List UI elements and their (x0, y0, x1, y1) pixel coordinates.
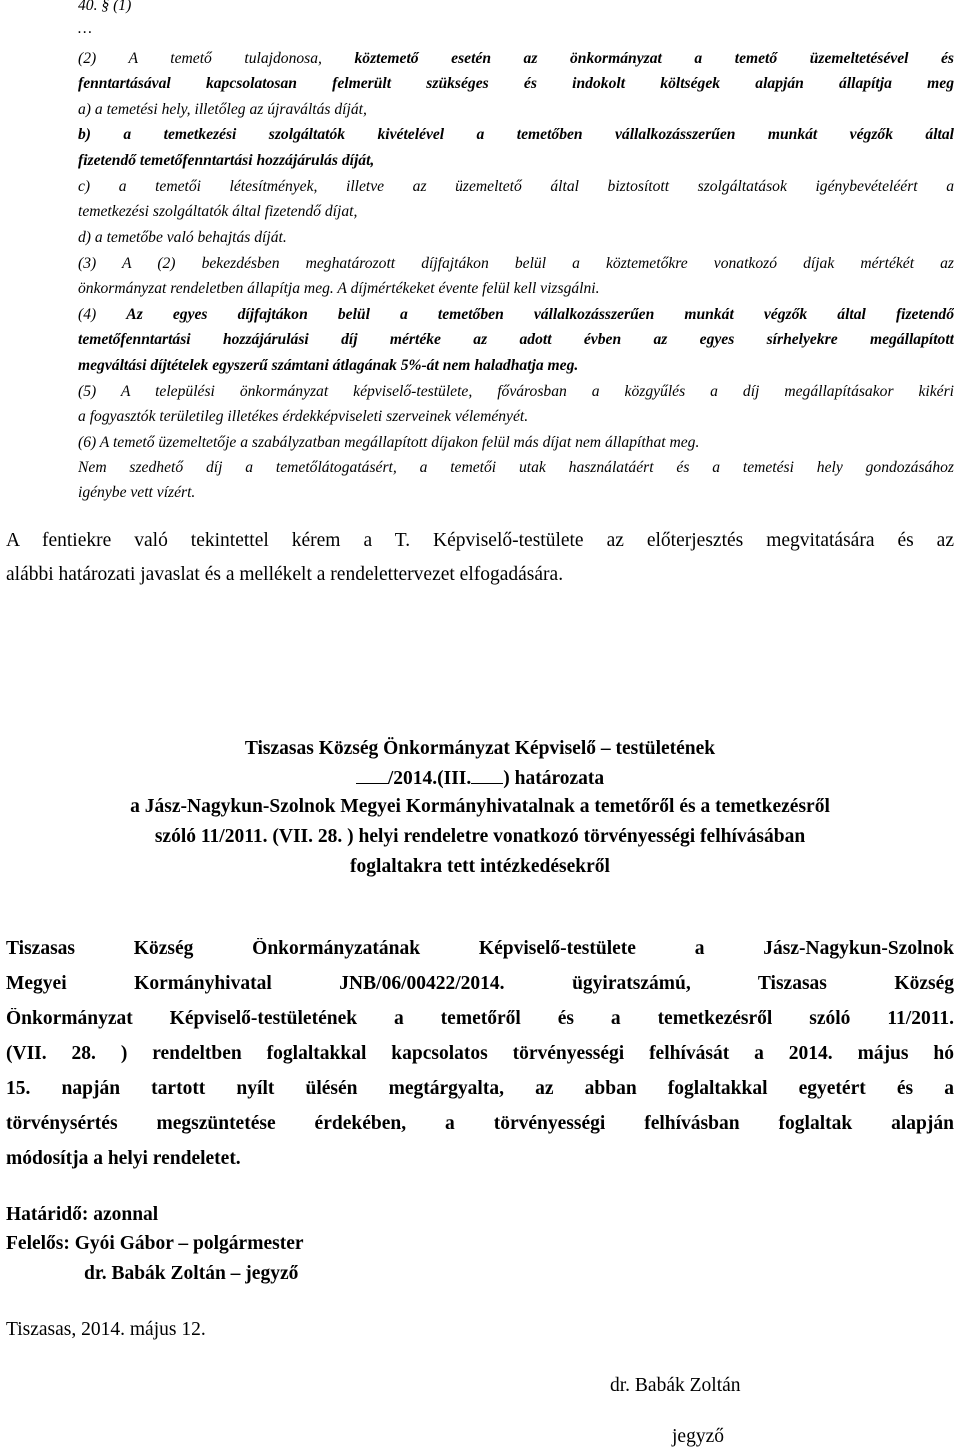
request-line-1: A fentiekre való tekintettel kérem a T. Képviselő-testülete az előterjesztés megvitatására és az (6, 530, 954, 551)
resolution-body-line-3: Önkormányzat Képviselő-testületének a temetőről és a temetkezésről szóló 11/2011. (6, 1008, 954, 1029)
law-point-d: d) a temetőbe való behajtás díját. (78, 229, 287, 246)
resolution-body-line-2: Megyei Kormányhivatal JNB/06/00422/2014. ügyiratszámú, Tiszasas Község (6, 973, 954, 994)
number-blank (471, 765, 503, 784)
law-paragraph-6-line-2: Nem szedhető díj a temetőlátogatásért, a temetői utak használatáért és a temetési hely gondozásához (78, 459, 954, 476)
signature-title: jegyző (672, 1426, 724, 1447)
resolution-title-line-1: Tiszasas Község Önkormányzat Képviselő – testületének (244, 738, 716, 759)
signature-name: dr. Babák Zoltán (610, 1375, 741, 1396)
law-paragraph-3-line-2: önkormányzat rendeletben állapítja meg. A díjmértékeket évente felül kell vizsgálni. (78, 280, 600, 297)
law-paragraph-5-line-1: (5) A települési önkormányzat képviselő-testülete, fővárosban a közgyűlés a díj megállapításakor kikéri (78, 383, 954, 400)
deadline: Határidő: azonnal (6, 1204, 159, 1225)
resolution-body-line-7: módosítja a helyi rendeletet. (6, 1148, 241, 1169)
resolution-title-line-5: foglaltakra tett intézkedésekről (350, 856, 610, 877)
section-heading: 40. § (1) (78, 0, 132, 14)
resolution-title-line-3: a Jász-Nagykun-Szolnok Megyei Kormányhivatalnak a temetőről és a temetkezésről (130, 796, 830, 817)
law-paragraph-6-line-1: (6) A temető üzemeltetője a szabályzatban megállapított díjakon felül más díjat nem állapíthat meg. (78, 434, 700, 451)
law-paragraph-4-line-1: (4) Az egyes díjfajtákon belül a temetőben vállalkozásszerűen munkát végzők által fizetendő (78, 306, 954, 323)
law-paragraph-2-line-1: (2) A temető tulajdonosa, köztemető esetén az önkormányzat a temető üzemeltetésével és (78, 50, 954, 67)
resolution-body-line-6: törvénysértés megszüntetése érdekében, a törvényességi felhívásban foglaltak alapján (6, 1113, 954, 1134)
law-paragraph-4-line-3: megváltási díjtételek egyszerű számtani átlagának 5%-át nem haladhatja meg. (78, 357, 579, 374)
law-paragraph-6-line-3: igénybe vett vízért. (78, 484, 196, 501)
request-line-2: alábbi határozati javaslat és a mellékelt a rendelettervezet elfogadására. (6, 564, 564, 585)
resolution-title-line-2: /2014.(III. ) határozata (0, 765, 960, 790)
law-paragraph-3-line-1: (3) A (2) bekezdésben meghatározott díjfajtákon belül a köztemetőkre vonatkozó díjak mértékét az (78, 255, 954, 272)
responsible-notary: dr. Babák Zoltán – jegyző (84, 1263, 299, 1284)
law-point-b-line-1: b) a temetkezési szolgáltatók kivételével a temetőben vállalkozásszerűen munkát végzők által (78, 126, 954, 143)
number-blank (356, 765, 388, 784)
law-point-c-line-1: c) a temetői létesítmények, illetve az üzemeltető által biztosított szolgáltatások igénybevételéért a (78, 178, 954, 195)
law-paragraph-5-line-2: a fogyasztók területileg illetékes érdekképviseleti szerveinek véleményét. (78, 408, 529, 425)
law-paragraph-4-line-2: temetőfenntartási hozzájárulási díj mértéke az adott évben az egyes sírhelyekre megállapított (78, 331, 954, 348)
resolution-body-line-4: (VII. 28. ) rendeltben foglaltakkal kapcsolatos törvényességi felhívását a 2014. május hó (6, 1043, 954, 1064)
resolution-title-line-4: szóló 11/2011. (VII. 28. ) helyi rendeletre vonatkozó törvényességi felhívásában (154, 826, 806, 847)
law-point-b-line-2: fizetendő temetőfenntartási hozzájárulás díját, (78, 152, 375, 169)
law-point-a: a) a temetési hely, illetőleg az újraváltás díját, (78, 101, 367, 118)
ellipsis: … (78, 20, 92, 37)
responsible: Felelős: Gyói Gábor – polgármester (6, 1233, 304, 1254)
law-point-c-line-2: temetkezési szolgáltatók által fizetendő díjat, (78, 203, 358, 220)
resolution-body-line-5: 15. napján tartott nyílt ülésén megtárgyalta, az abban foglaltakkal egyetért és a (6, 1078, 954, 1099)
place-date: Tiszasas, 2014. május 12. (6, 1319, 206, 1340)
resolution-body-line-1: Tiszasas Község Önkormányzatának Képviselő-testülete a Jász-Nagykun-Szolnok (6, 938, 954, 959)
law-paragraph-2-line-2: fenntartásával kapcsolatosan felmerült szükséges és indokolt költségek alapján állapítja meg (78, 75, 954, 92)
